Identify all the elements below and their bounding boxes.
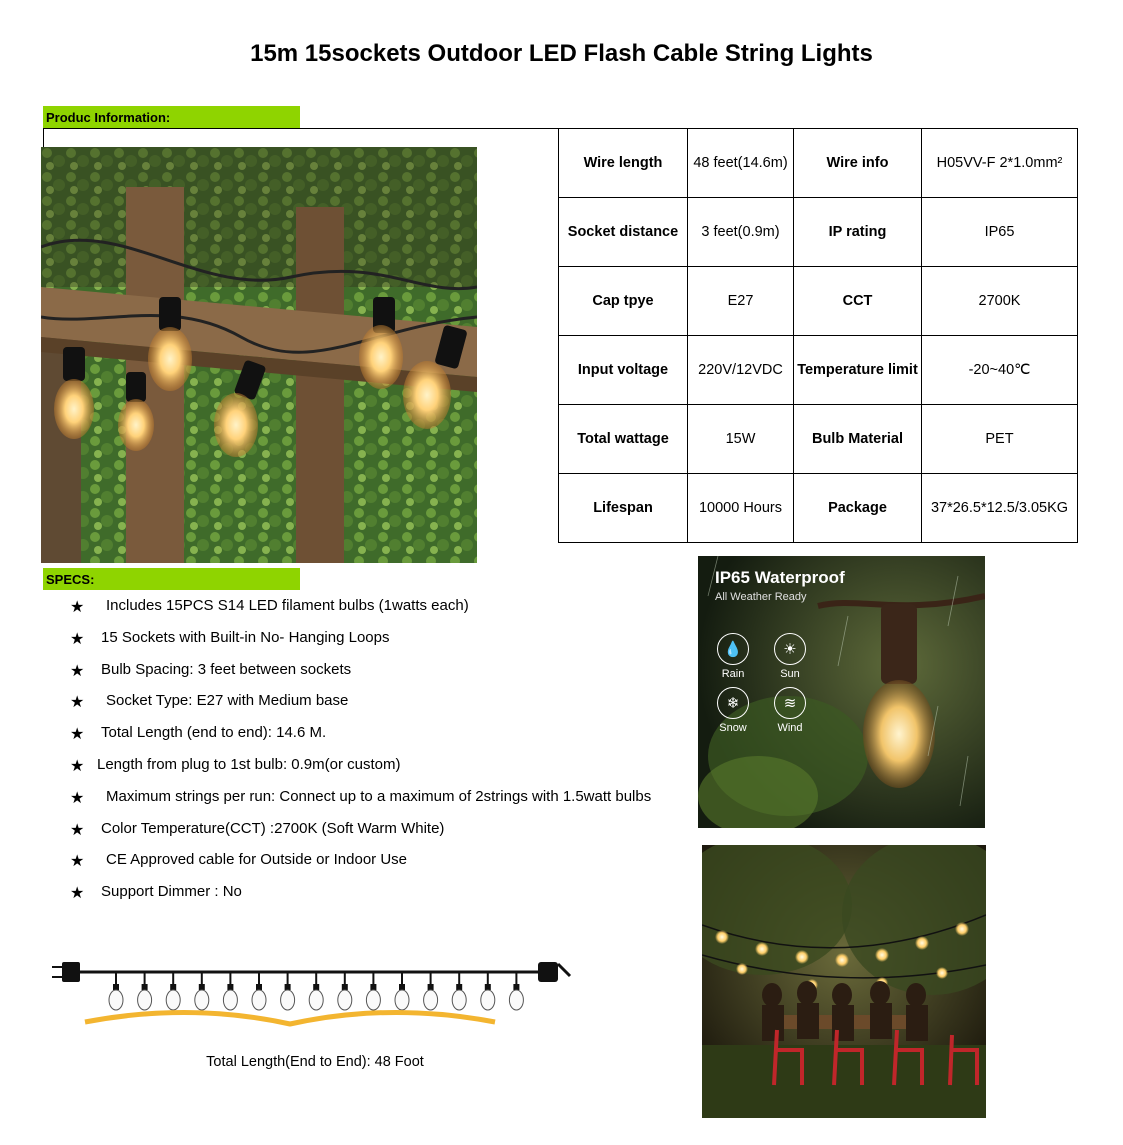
diagram-bulb-icon <box>395 972 409 1010</box>
spec-key: Socket distance <box>559 198 688 267</box>
diagram-bulb-icon <box>481 972 495 1010</box>
spec-row <box>559 405 1078 474</box>
diagram-bulb-icon <box>509 972 523 1010</box>
spec-item-text: Color Temperature(CCT) :2700K (Soft Warm White) <box>101 819 445 837</box>
diagram-bulb-icon <box>309 972 323 1010</box>
spec-key: CCT <box>794 267 922 336</box>
spec-item-text: Maximum strings per run: Connect up to a maximum of 2strings with 1.5watt bulbs <box>106 787 652 805</box>
spec-value: 3 feet(0.9m) <box>688 198 794 267</box>
star-bullet-icon: ★ <box>70 694 85 712</box>
diagram-bulb-icon <box>138 972 152 1010</box>
spec-value: 37*26.5*12.5/3.05KG <box>922 474 1078 543</box>
spec-row <box>559 474 1078 543</box>
weather-label: Wind <box>777 722 803 734</box>
spec-row <box>559 129 1078 198</box>
spec-value: 48 feet(14.6m) <box>688 129 794 198</box>
spec-value: 15W <box>688 405 794 474</box>
specs-label: SPECS: <box>46 572 95 587</box>
plug-icon <box>52 962 80 982</box>
spec-item <box>70 692 651 724</box>
diagram-bulb-icon <box>109 972 123 1010</box>
star-bullet-icon: ★ <box>70 662 85 680</box>
spec-item <box>70 820 651 852</box>
spec-key: Cap tpye <box>559 267 688 336</box>
length-brace <box>85 1012 495 1024</box>
spec-value: 2700K <box>922 267 1078 336</box>
spec-item <box>70 756 651 788</box>
diagram-bulb-icon <box>281 972 295 1010</box>
weather-sun <box>774 633 806 680</box>
spec-item <box>70 883 651 915</box>
star-bullet-icon: ★ <box>70 757 85 775</box>
spec-item <box>70 724 651 756</box>
spec-key: Input voltage <box>559 336 688 405</box>
spec-value: 220V/12VDC <box>688 336 794 405</box>
spec-key: Package <box>794 474 922 543</box>
product-info-label: Produc Information: <box>46 110 171 125</box>
spec-key: Wire length <box>559 129 688 198</box>
star-bullet-icon: ★ <box>70 726 85 744</box>
raindrops-icon: 💧 <box>717 633 749 665</box>
spec-item <box>70 661 651 693</box>
spec-item <box>70 788 651 820</box>
spec-value: 10000 Hours <box>688 474 794 543</box>
spec-item-text: 15 Sockets with Built-in No- Hanging Loops <box>101 628 390 646</box>
diagram-bulb-icon <box>452 972 466 1010</box>
spec-value: -20~40℃ <box>922 336 1078 405</box>
spec-row <box>559 198 1078 267</box>
diagram-bulb-icon <box>223 972 237 1010</box>
diagram-bulb-icon <box>252 972 266 1010</box>
spec-row <box>559 267 1078 336</box>
specs-header <box>43 568 300 590</box>
spec-key: Temperature limit <box>794 336 922 405</box>
diagram-caption: Total Length(End to End): 48 Foot <box>206 1054 424 1070</box>
diagram-bulb-icon <box>195 972 209 1010</box>
specs-list <box>70 597 651 915</box>
weather-snow <box>717 687 749 734</box>
diagram-bulb-icon <box>366 972 380 1010</box>
spec-item <box>70 851 651 883</box>
weather-label: Sun <box>780 668 800 680</box>
spec-item-text: Support Dimmer : No <box>101 883 242 901</box>
waterproof-subtitle: All Weather Ready <box>715 591 807 603</box>
star-bullet-icon: ★ <box>70 599 85 616</box>
spec-item-text: Includes 15PCS S14 LED filament bulbs (1watts each) <box>106 597 469 614</box>
spec-item-text: Total Length (end to end): 14.6 M. <box>101 724 327 742</box>
sun-icon: ☀ <box>774 633 806 665</box>
spec-key: Bulb Material <box>794 405 922 474</box>
weather-wind <box>774 687 806 734</box>
star-bullet-icon: ★ <box>70 821 85 839</box>
diagram-bulb-icon <box>166 972 180 1010</box>
spec-value: IP65 <box>922 198 1078 267</box>
weather-label: Rain <box>721 668 745 680</box>
spec-item <box>70 629 651 661</box>
star-bullet-icon: ★ <box>70 885 85 903</box>
star-bullet-icon: ★ <box>70 853 85 871</box>
string-lights-photo <box>41 147 477 563</box>
snowflake-icon: ❄ <box>717 687 749 719</box>
spec-key: Wire info <box>794 129 922 198</box>
end-connector-icon <box>538 962 570 982</box>
page-title: 15m 15sockets Outdoor LED Flash Cable String Lights <box>250 40 873 67</box>
star-bullet-icon: ★ <box>70 630 85 648</box>
spec-item-text: CE Approved cable for Outside or Indoor Use <box>106 851 407 869</box>
outdoor-dining-photo <box>702 845 986 1118</box>
product-info-header <box>43 106 300 128</box>
spec-item-text: Bulb Spacing: 3 feet between sockets <box>101 660 352 678</box>
spec-value: H05VV-F 2*1.0mm² <box>922 129 1078 198</box>
spec-key: Total wattage <box>559 405 688 474</box>
spec-row <box>559 336 1078 405</box>
spec-key: Lifespan <box>559 474 688 543</box>
star-bullet-icon: ★ <box>70 789 85 807</box>
spec-value: E27 <box>688 267 794 336</box>
weather-label: Snow <box>719 722 747 734</box>
waterproof-title: IP65 Waterproof <box>715 568 845 587</box>
diagram-bulb-icon <box>338 972 352 1010</box>
string-length-diagram <box>50 952 580 1032</box>
weather-rain <box>717 633 749 680</box>
spec-item-text: Socket Type: E27 with Medium base <box>106 692 349 710</box>
wind-icon: ≋ <box>774 687 806 719</box>
spec-value: PET <box>922 405 1078 474</box>
spec-table <box>558 128 1078 543</box>
spec-item <box>70 597 651 629</box>
spec-item-text: Length from plug to 1st bulb: 0.9m(or custom) <box>97 755 401 773</box>
spec-key: IP rating <box>794 198 922 267</box>
diagram-bulb-icon <box>424 972 438 1010</box>
waterproof-photo <box>698 556 985 828</box>
